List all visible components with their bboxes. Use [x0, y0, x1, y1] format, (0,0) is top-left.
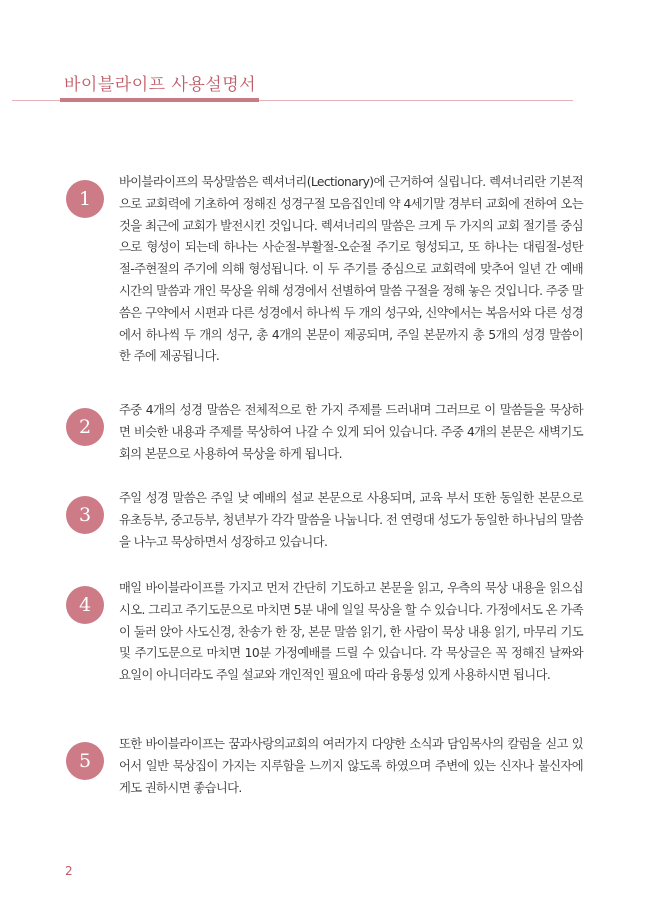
item-number-badge: 3 [66, 496, 104, 534]
header-divider-accent [60, 98, 259, 102]
item-number-badge: 4 [66, 586, 104, 624]
item-number-badge: 2 [66, 408, 104, 446]
item-text: 주중 4개의 성경 말씀은 전체적으로 한 가지 주제를 드러내며 그러므로 이 말씀들을 묵상하면 비슷한 내용과 주제를 묵상하여 나갈 수 있게 되어 있습니다. 주중 4개의 본문은 새벽기도회의 본문으로 사용하여 묵상을 하게 됩니다. [119, 403, 583, 461]
page-title: 바이블라이프 사용설명서 [64, 75, 257, 95]
item-number-badge: 5 [66, 742, 104, 780]
item-text: 또한 바이블라이프는 꿈과사랑의교회의 여러가지 다양한 소식과 담임목사의 칼럼을 싣고 있어서 일반 묵상집이 가지는 지루함을 느끼지 않도록 하였으며 주변에 있는 신자나 불신자에게도 권하시면 좋습니다. [119, 737, 583, 795]
item-text: 바이블라이프의 묵상말씀은 렉셔너리(Lectionary)에 근거하여 실립니다. 렉셔너리란 기본적으로 교회력에 기초하여 정해진 성경구절 모음집인데 약 4세기말 경부터 교회에 전하여 오는 것을 최근에 교회가 발전시킨 것입니다. 렉셔너리의 말씀은 크게 두 가지의 교회 절기를 중심으로 형성이 되는데 하나는 사순절-부활절-오순절 주기로 형성되고, 또 하나는 대림절-성탄절-주현절의 주기에 의해 형성됩니다. 이 두 주기를 중심으로 교회력에 맞추어 일년 간 예배 시간의 말씀과 개인 묵상을 위해 성경에서 선별하여 말씀 구절을 정해 놓은 것입니다. 주중 말씀은 구약에서 시편과 다른 성경에서 하나씩 두 개의 성구와, 신약에서는 복음서와 다른 성경에서 하나씩 두 개의 성구, 총 4개의 본문이 제공되며, 주일 본문까지 총 5개의 성경 말씀이 한 주에 제공됩니다. [119, 175, 583, 364]
item-text: 매일 바이블라이프를 가지고 먼저 간단히 기도하고 본문을 읽고, 우측의 묵상 내용을 읽으십시오. 그리고 주기도문으로 마치면 5분 내에 일일 묵상을 할 수 있습니다. 가정에서도 온 가족이 둘러 앉아 사도신경, 찬송가 한 장, 본문 말씀 읽기, 한 사람이 묵상 내용 읽기, 마무리 기도 및 주기도문으로 마치면 10분 가정예배를 드릴 수 있습니다. 각 묵상글은 꼭 정해진 날짜와 요일이 아니더라도 주일 설교와 개인적인 필요에 따라 융통성 있게 사용하시면 됩니다. [119, 581, 583, 683]
page-number: 2 [65, 864, 73, 878]
item-number-badge: 1 [66, 180, 104, 218]
item-text: 주일 성경 말씀은 주일 낮 예배의 설교 본문으로 사용되며, 교육 부서 또한 동일한 본문으로 유초등부, 중고등부, 청년부가 각각 말씀을 나눕니다. 전 연령대 성도가 동일한 하나님의 말씀을 나누고 묵상하면서 성장하고 있습니다. [119, 491, 583, 549]
